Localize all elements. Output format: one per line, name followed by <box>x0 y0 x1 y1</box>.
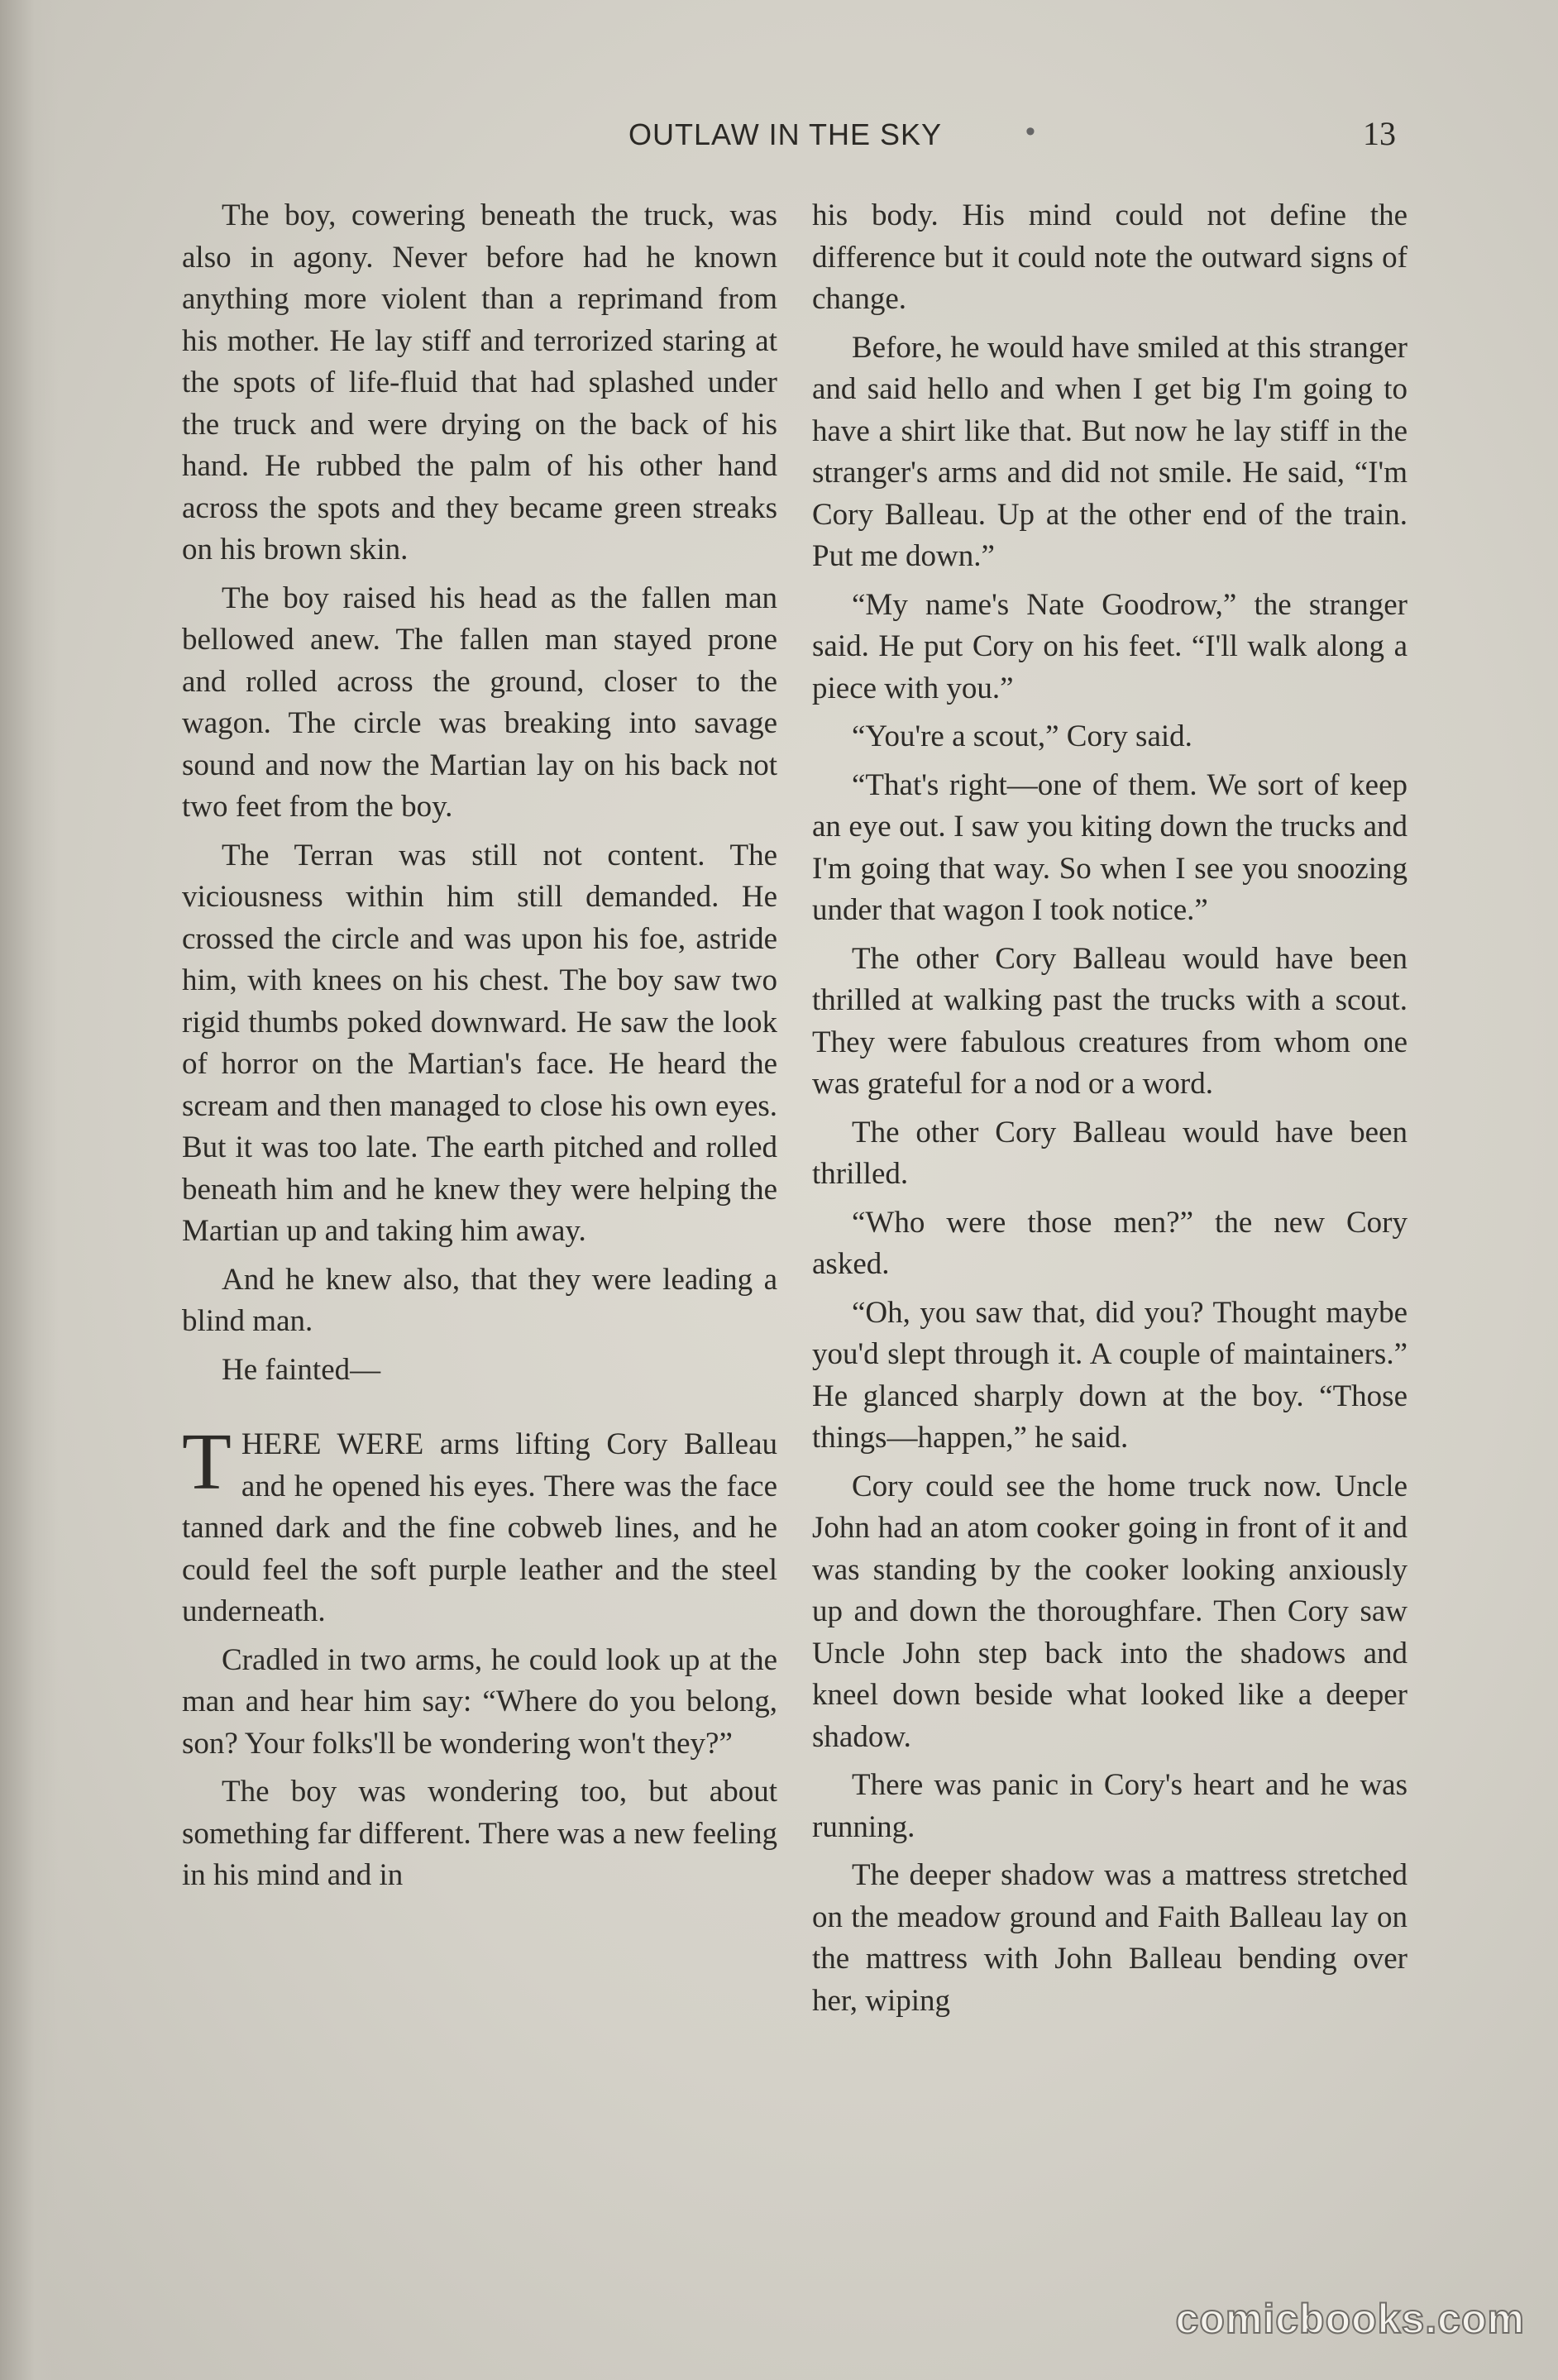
paragraph: The boy, cowering beneath the truck, was also in agony. Never before had he known anything more violent than a reprimand from his mother. He lay stiff and terrorized staring at the spots of life-fluid that had splashed under the truck and were drying on the back of his hand. He rubbed the palm of his other hand across the spots and they became green streaks on his brown skin. <box>182 198 777 566</box>
paragraph-text: HERE WERE arms lifting Cory Balleau and he opened his eyes. There was the face tanned dark and the fine cobweb lines, and he could feel the soft purple leather and the steel underneath. <box>182 1427 777 1628</box>
paragraph: The deeper shadow was a mattress stretched on the meadow ground and Faith Balleau lay on the mattress with John Balleau bending over her, wiping <box>812 1858 1407 2018</box>
drop-cap: T <box>182 1417 232 1507</box>
paragraph: The other Cory Balleau would have been thrilled. <box>812 1115 1407 1191</box>
right-column <box>812 195 1407 2029</box>
running-title: OUTLAW IN THE SKY <box>628 117 943 151</box>
paragraph: The other Cory Balleau would have been thrilled at walking past the trucks with a scout. They were fabulous creatures from whom one was grateful for a nod or a word. <box>812 941 1407 1101</box>
paragraph: “That's right—one of them. We sort of keep an eye out. I saw you kiting down the trucks and I'm going that way. So when I see you snoozing under that wagon I took notice.” <box>812 767 1407 927</box>
paragraph: He fainted— <box>222 1352 381 1387</box>
page-number: 13 <box>1363 115 1396 152</box>
left-column <box>182 195 777 1904</box>
paragraph: There was panic in Cory's heart and he was running. <box>812 1768 1407 1844</box>
paragraph: The Terran was still not content. The viciousness within him still demanded. He crossed the circle and was upon his foe, astride him, with knees on his chest. The boy saw two rigid thumbs poked downward. He saw the look of horror on the Martian's face. He heard the scream and then managed to close his own eyes. But it was too late. The earth pitched and rolled beneath him and he knew they were helping the Martian up and taking him away. <box>182 838 777 1248</box>
running-header <box>628 117 1406 159</box>
paragraph: The boy was wondering too, but about something far different. There was a new feeling in his mind and in <box>182 1775 777 1892</box>
paragraph: The boy raised his head as the fallen man bellowed anew. The fallen man stayed prone and rolled across the ground, closer to the wagon. The circle was breaking into savage sound and now the Martian lay on his back not two feet from the boy. <box>182 581 777 824</box>
paragraph: his body. His mind could not define the difference but it could note the outward signs of change. <box>812 198 1407 316</box>
paragraph: “Who were those men?” the new Cory asked. <box>812 1205 1407 1281</box>
site-watermark: comicbooks.com <box>1175 2296 1525 2342</box>
binding-gutter-shadow <box>0 0 58 2380</box>
paragraph: “My name's Nate Goodrow,” the stranger said. He put Cory on his feet. “I'll walk along a piece with you.” <box>812 587 1407 705</box>
paragraph: Cradled in two arms, he could look up at the man and hear him say: “Where do you belong, son? Your folks'll be wondering won't they?” <box>182 1642 777 1761</box>
paragraph: And he knew also, that they were leading a blind man. <box>182 1262 777 1338</box>
paragraph: “You're a scout,” Cory said. <box>852 719 1192 753</box>
paragraph: “Oh, you saw that, did you? Thought maybe you'd slept through it. A couple of maintainers.” He glanced sharply down at the boy. “Those things—happen,” he said. <box>812 1295 1407 1455</box>
paragraph: Cory could see the home truck now. Uncle John had an atom cooker going in front of it and was standing by the cooker looking anxiously up and down the thoroughfare. Then Cory saw Uncle John step back into the shadows and kneel down beside what looked like a deeper shadow. <box>812 1469 1407 1754</box>
section-opening-paragraph <box>182 1417 777 1633</box>
header-separator: • <box>1025 116 1035 147</box>
paragraph: Before, he would have smiled at this stranger and said hello and when I get big I'm going to have a shirt like that. But now he lay stiff in the stranger's arms and did not smile. He said, “I'm Cory Balleau. Up at the other end of the train. Put me down.” <box>812 330 1407 573</box>
